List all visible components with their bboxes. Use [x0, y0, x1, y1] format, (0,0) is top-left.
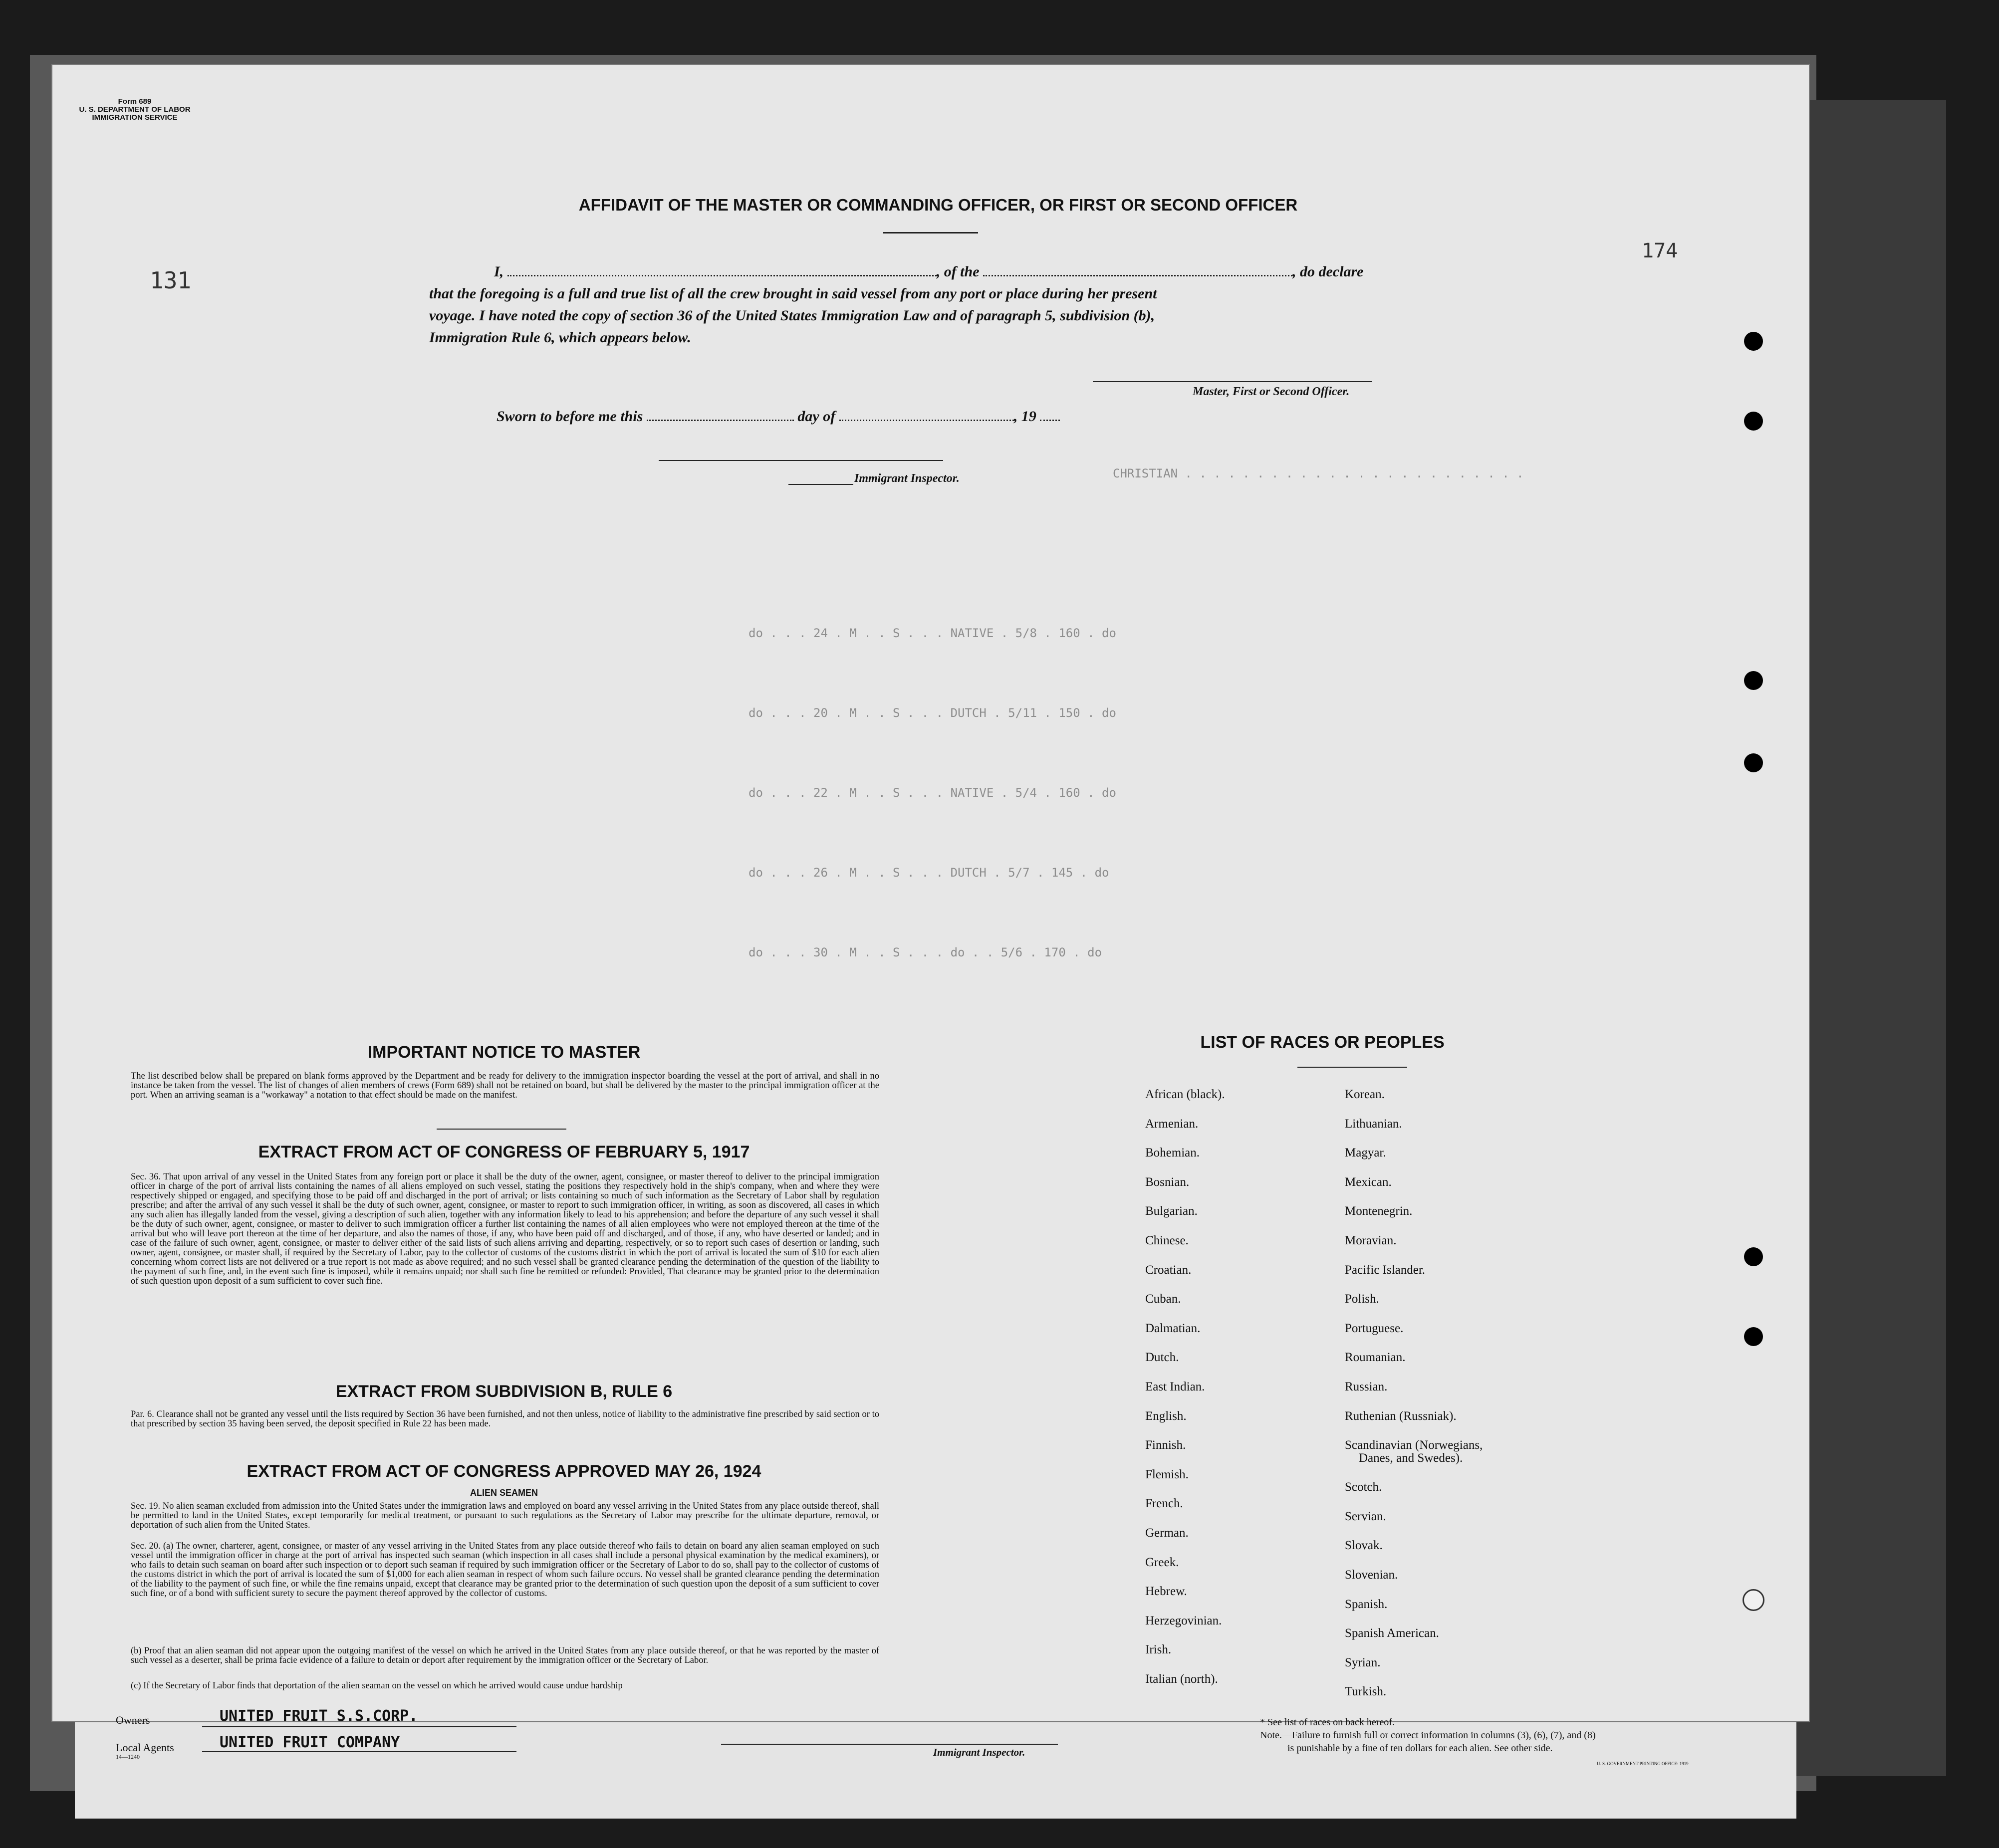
handwritten-sheet-number: 174: [1642, 239, 1678, 262]
race-item: German.: [1145, 1526, 1189, 1540]
sworn-day-blank[interactable]: [647, 420, 794, 421]
affidavit-title: AFFIDAVIT OF THE MASTER OR COMMANDING OFFICER, OR FIRST OR SECOND OFFICER: [578, 196, 1298, 214]
race-item: East Indian.: [1145, 1380, 1205, 1393]
race-item: Irish.: [1145, 1643, 1172, 1657]
race-item: Pacific Islander.: [1345, 1263, 1426, 1277]
race-item: Dutch.: [1145, 1351, 1179, 1365]
race-item: Flemish.: [1145, 1467, 1189, 1481]
race-item: Greek.: [1145, 1555, 1179, 1569]
race-item: Bulgarian.: [1145, 1204, 1198, 1218]
race-item: African (black).: [1145, 1088, 1225, 1101]
bleed-through-text: do . . . 20 . M . . S . . . DUTCH . 5/11 . 150 . do: [749, 706, 1116, 720]
race-item: Italian (north).: [1145, 1672, 1218, 1686]
form-code: 14—1240: [116, 1753, 140, 1760]
owners-stamp: UNITED FRUIT S.S.CORP.: [220, 1707, 418, 1725]
section-20c: (c) If the Secretary of Labor finds that deportation of the alien seaman on the vessel on which he arrived would cause undue hardship: [131, 1681, 623, 1691]
footnote-penalty-cont: is punishable by a fine of ten dollars for each alien. See other side.: [1287, 1743, 1553, 1754]
race-item: Bosnian.: [1145, 1175, 1190, 1189]
bleed-through-text: CHRISTIAN . . . . . . . . . . . . . . . . . . . . . . . .: [1113, 466, 1524, 480]
race-item: Danes, and Swedes).: [1359, 1451, 1463, 1465]
service-name: IMMIGRATION SERVICE: [92, 113, 178, 122]
races-column-1: [1145, 1080, 1225, 1694]
section-20b: (b) Proof that an alien seaman did not appear upon the outgoing manifest of the vessel on which he arrived in the United States from any place outside thereof, or that he was reported by the master of such vessel as a deserter, shall be prima facie evidence of a failure to detain or deport after requirement by the immigration officer or the Secretary of Labor.: [131, 1646, 879, 1665]
footnote-penalty: Note.—Failure to furnish full or correct information in columns (3), (6), (7), and (8): [1260, 1730, 1596, 1741]
race-item: Slovak.: [1345, 1539, 1383, 1553]
race-item: Spanish American.: [1345, 1626, 1439, 1640]
affidavit-line-2: that the foregoing is a full and true list of all the crew brought in said vessel from any port or place during her present: [429, 285, 1157, 302]
extract-rule6-body: Par. 6. Clearance shall not be granted any vessel until the lists required by Section 36 have been furnished, and not then unless, notice of liability to the administrative fine prescribed by said section or to that prescribed by section 35 having been served, the deposit specified in Rule 22 has been made.: [131, 1409, 879, 1429]
races-column-2: [1345, 1080, 1483, 1707]
agents-stamp: UNITED FRUIT COMPANY: [220, 1734, 400, 1751]
department-name: U. S. DEPARTMENT OF LABOR: [79, 105, 191, 114]
extract-rule6-title: EXTRACT FROM SUBDIVISION B, RULE 6: [335, 1382, 673, 1401]
punch-hole: [1744, 332, 1763, 351]
divider: [437, 1129, 566, 1130]
race-item: Ruthenian (Russniak).: [1345, 1409, 1457, 1423]
race-item: Scotch.: [1345, 1480, 1382, 1494]
inspector-signature-line[interactable]: [659, 460, 943, 461]
vessel-blank[interactable]: [983, 275, 1292, 276]
sworn-month-blank[interactable]: [839, 420, 1014, 421]
race-item: Russian.: [1345, 1380, 1388, 1393]
owners-line: [202, 1726, 516, 1727]
section-19: Sec. 19. No alien seaman excluded from admission into the United States under the immigration laws and employed on board any vessel arriving in the United States from any place outside thereof, shall be permitted to land in the United States, except temporarily for medical treatment, or pursuant to such regulations as the Secretary of Labor may prescribe for the ultimate departure, removal, or deportation of such alien from the United States.: [131, 1501, 879, 1530]
race-item: Moravian.: [1345, 1233, 1397, 1247]
punch-hole: [1744, 1327, 1763, 1346]
handwritten-page-number: 131: [150, 267, 192, 294]
race-item: Spanish.: [1345, 1597, 1388, 1611]
inspector-short-line: [788, 484, 853, 485]
bleed-through-text: do . . . 30 . M . . S . . . do . . 5/6 . 170 . do: [749, 945, 1102, 959]
owners-label: Owners: [116, 1714, 150, 1726]
section-20a: Sec. 20. (a) The owner, charterer, agent, consignee, or master of any vessel arriving in the United States from any place outside thereof who fails to detain on board any alien seaman employed on such vessel until the immigration officer in charge at the port of arrival has inspected such seaman (which inspection in all cases shall include a personal physical examination by the medical examiners), or who fails to detain such seaman on board after such inspection or to deport such seaman if required by such immigration officer or the Secretary of Labor to do so, shall pay to the collector of customs of the customs district in which the port of arrival is located the sum of $1,000 for each alien seaman in respect of whom such failure occurs. No vessel shall be granted clearance pending the determination of the liability to the payment of such fine, or while the fine remains unpaid, except that clearance may be granted prior to the determination of such question upon the deposit of a sum sufficient to cover such fine, or of a bond with sufficient surety to secure the payment thereof approved by the collector of customs.: [131, 1541, 879, 1599]
master-signature-line[interactable]: [1093, 381, 1372, 382]
race-item: Slovenian.: [1345, 1568, 1398, 1582]
race-item: Cuban.: [1145, 1292, 1181, 1306]
race-item: Magyar.: [1345, 1146, 1386, 1160]
punch-hole: [1744, 1247, 1763, 1266]
race-item: Scandinavian (Norwegians,: [1345, 1438, 1483, 1452]
affidavit-line-1: I, , of the , do declare: [494, 263, 1364, 280]
affidavit-line-3: voyage. I have noted the copy of section 36 of the United States Immigration Law and of paragraph 5, subdivision (b),: [429, 307, 1155, 324]
agents-line: [202, 1751, 516, 1752]
extract-1917-body: Sec. 36. That upon arrival of any vessel in the United States from any foreign port or place it shall be the duty of the owner, agent, consignee, or master thereof to deliver to the principal immigration officer in charge of the port of arrival lists containing the names of all aliens employed on such vessel, stating the positions they respectively hold in the ship's company, when and where they were respectively shipped or engaged, and specifying those to be paid off and discharged in the port of arrival; or lists containing so much of such information as the Secretary of Labor shall by regulation prescribe; and after the arrival of any such vessel it shall be the duty of such owner, agent, consignee, or master to report to such immigration officer, in writing, as soon as discovered, all cases in which any such alien has illegally landed from the vessel, giving a description of such alien, together with any information likely to lead to his apprehension; and before the departure of any such vessel it shall be the duty of such owner, agent, consignee, or master to deliver to such immigration officer a further list containing the names of all alien employees who were not employed thereon at the time of the arrival but who will leave port thereon at the time of her departure, and also the names of those, if any, who have been paid off and discharged, and of those, if any, who have deserted or landed; and in case of the failure of such owner, agent, consignee, or master to deliver either of the said lists of such aliens arriving and departing, respectively, or so to report such cases of desertion or landing, such owner, agent, consignee, or master shall, if required by the Secretary of Labor, pay to the collector of customs of the customs district in which the port of arrival is located the sum of $10 for each alien concerning whom correct lists are not delivered or a true report is not made as above required; and no such vessel shall be granted clearance pending the determination of the question of the liability to the payment of such fine, and, in the event such fine is imposed, while it remains unpaid; nor shall such fine be remitted or refunded: Provided, That clearance may be granted prior to the determination of such question upon deposit of a sum sufficient to cover such fine.: [131, 1172, 879, 1286]
sworn-line: Sworn to before me this day of , 19: [497, 408, 1060, 425]
races-title: LIST OF RACES OR PEOPLES: [1200, 1033, 1445, 1052]
race-item: Montenegrin.: [1345, 1204, 1413, 1218]
bleed-through-text: do . . . 26 . M . . S . . . DUTCH . 5/7 . 145 . do: [749, 866, 1109, 880]
race-item: Turkish.: [1345, 1685, 1387, 1699]
punch-hole: [1744, 412, 1763, 431]
race-item: French.: [1145, 1497, 1183, 1511]
notice-body: The list described below shall be prepared on blank forms approved by the Department and be ready for delivery to the immigration inspector boarding the vessel at the port of arrival, and shall in no instance be taken from the vessel. The list of changes of alien members of crews (Form 689) shall not be retained on board, but shall be delivered by the master to the principal immigration officer at the port. When an arriving seaman is a "workaway" a notation to that effect should be made on the manifest.: [131, 1071, 879, 1100]
extract-1924-title: EXTRACT FROM ACT OF CONGRESS APPROVED MAY 26, 1924: [247, 1462, 761, 1481]
race-item: Finnish.: [1145, 1438, 1186, 1452]
sworn-year-blank[interactable]: [1040, 420, 1060, 421]
race-item: Dalmatian.: [1145, 1321, 1201, 1335]
affidavit-line-4: Immigration Rule 6, which appears below.: [429, 329, 691, 346]
inspector-label: Immigrant Inspector.: [854, 472, 960, 485]
title-underline: [883, 232, 978, 233]
footer-inspector-label: Immigrant Inspector.: [933, 1746, 1025, 1758]
footnote-races: * See list of races on back hereof.: [1260, 1717, 1395, 1728]
printer-mark: U. S. GOVERNMENT PRINTING OFFICE: 1919: [1597, 1761, 1689, 1766]
race-item: Hebrew.: [1145, 1585, 1187, 1599]
extract-1924-subtitle: ALIEN SEAMEN: [470, 1488, 538, 1498]
agents-label: Local Agents: [116, 1741, 174, 1754]
race-item: Mexican.: [1345, 1175, 1392, 1189]
punch-hole: [1743, 1589, 1764, 1611]
bleed-through-text: do . . . 22 . M . . S . . . NATIVE . 5/4 . 160 . do: [749, 786, 1116, 800]
race-item: Chinese.: [1145, 1233, 1189, 1247]
race-item: Croatian.: [1145, 1263, 1192, 1277]
footer-inspector-line[interactable]: [721, 1744, 1058, 1745]
race-item: Korean.: [1345, 1088, 1385, 1101]
master-label: Master, First or Second Officer.: [1193, 385, 1350, 398]
bleed-through-text: do . . . 24 . M . . S . . . NATIVE . 5/8 . 160 . do: [749, 626, 1116, 640]
race-item: Servian.: [1345, 1509, 1386, 1523]
race-item: Roumanian.: [1345, 1351, 1406, 1365]
form-header: [57, 98, 212, 122]
race-item: Armenian.: [1145, 1117, 1199, 1131]
race-item: Bohemian.: [1145, 1146, 1200, 1160]
punch-hole: [1744, 753, 1763, 772]
races-divider: [1297, 1067, 1407, 1068]
race-item: Syrian.: [1345, 1655, 1381, 1669]
race-item: Portuguese.: [1345, 1321, 1404, 1335]
name-blank[interactable]: [507, 275, 937, 276]
race-item: English.: [1145, 1409, 1187, 1423]
race-item: Polish.: [1345, 1292, 1379, 1306]
extract-1917-title: EXTRACT FROM ACT OF CONGRESS OF FEBRUARY 5, 1917: [258, 1143, 750, 1161]
punch-hole: [1744, 671, 1763, 690]
race-item: Herzegovinian.: [1145, 1614, 1222, 1627]
race-item: Lithuanian.: [1345, 1117, 1402, 1131]
notice-title: IMPORTANT NOTICE TO MASTER: [367, 1043, 641, 1062]
form-number: Form 689: [118, 97, 152, 106]
